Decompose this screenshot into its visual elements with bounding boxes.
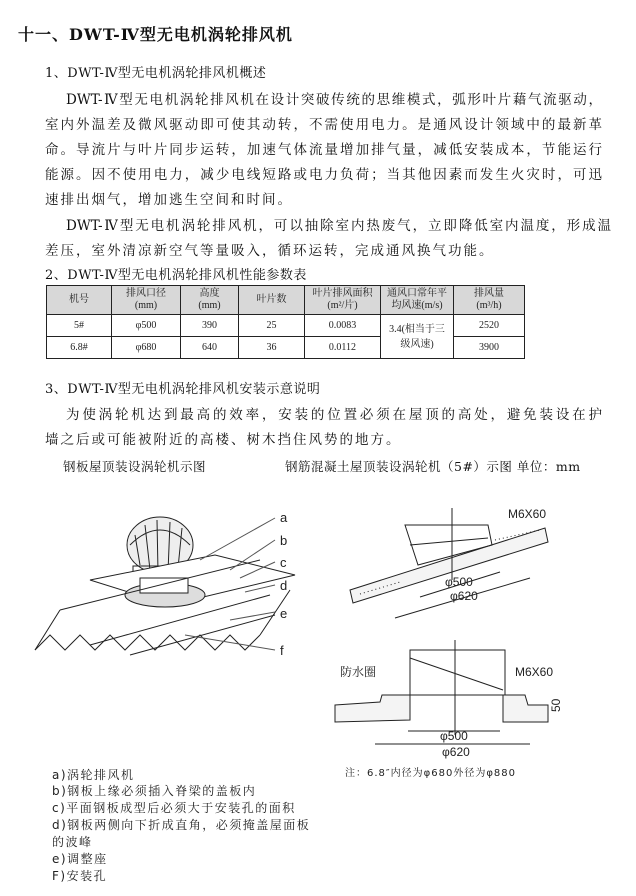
- section1-heading: 1、DWT-Ⅳ型无电机涡轮排风机概述: [45, 66, 267, 81]
- col-header: 通风口常年平 均风速(m/s): [381, 286, 454, 315]
- label-a: a: [280, 510, 288, 525]
- dim-620-bottom: φ620: [442, 745, 470, 759]
- table-header-row: [47, 286, 525, 315]
- concrete-roof-diagram: [320, 490, 620, 760]
- label-c: c: [280, 555, 287, 570]
- label-e: e: [280, 606, 288, 621]
- para-line: 为使涡轮机达到最高的效率，安装的位置必须在屋顶的高处，避免装设在护: [66, 407, 602, 423]
- col-header: 排风口径 (mm): [112, 286, 181, 315]
- para-line: 命。导流片与叶片同步运转，加速气体流量增加排气量，减低安装成本，节能运行: [45, 142, 602, 158]
- dim-620-top: φ620: [450, 589, 478, 603]
- table-row: 6.8# φ680 640 36 0.0112 3900: [47, 337, 525, 359]
- caption-left: 钢板屋顶装设涡轮机示图: [63, 459, 207, 474]
- col-header: 排风量 (m³/h): [454, 286, 525, 315]
- legend-item: F)安装孔: [52, 869, 108, 883]
- col-header: 高度 (mm): [181, 286, 239, 315]
- page-title: 十一、DWT-Ⅳ型无电机涡轮排风机: [18, 25, 293, 44]
- col-header: 叶片排风面积 (m²/片): [305, 286, 381, 315]
- para-line: 墙之后或可能被附近的高楼、树木挡住风势的地方。: [45, 432, 402, 448]
- col-header: 机号: [47, 286, 112, 315]
- waterproof-ring-label: 防水圈: [340, 665, 377, 679]
- steel-roof-diagram: [30, 500, 320, 685]
- para-line: DWT-Ⅳ型无电机涡轮排风机在设计突破传统的思维模式，弧形叶片藉气流驱动，: [66, 92, 602, 108]
- legend-item: c)平面钢板成型后必须大于安装孔的面积: [52, 801, 296, 815]
- dim-500-bottom: φ500: [440, 729, 468, 743]
- bolt-label-bottom: M6X60: [515, 665, 554, 679]
- table-row: 5# φ500 390 25 0.0083 3.4(相当于三级风速) 2520: [47, 315, 525, 337]
- label-f: f: [280, 643, 284, 658]
- section3-heading: 3、DWT-Ⅳ型无电机涡轮排风机安装示意说明: [45, 382, 321, 397]
- bolt-label-top: M6X60: [508, 507, 547, 521]
- legend-item: d)钢板两侧向下折成直角，必须掩盖屋面板: [52, 818, 311, 832]
- dim-500-top: φ500: [445, 575, 473, 589]
- spec-table: [46, 285, 525, 359]
- legend-item: a)涡轮排风机: [52, 768, 135, 782]
- caption-right: 钢筋混凝土屋顶装设涡轮机（5#）示图 单位：mm: [285, 459, 581, 474]
- para-line: 速排出烟气，增加逃生空间和时间。: [45, 192, 293, 208]
- legend-item: b)钢板上缘必须插入脊梁的盖板内: [52, 784, 257, 798]
- dim-50: 50: [549, 698, 563, 712]
- legend-item: 的波峰: [52, 835, 93, 849]
- label-b: b: [280, 533, 288, 548]
- legend-item: e)调整座: [52, 852, 108, 866]
- note: 注：6.8″内径为φ680外径为φ880: [345, 768, 517, 779]
- para-line: 能源。因不使用电力，减少电线短路或电力负荷；当其他因素而发生火灾时，可迅: [45, 167, 602, 183]
- para-line: DWT-Ⅳ型无电机涡轮排风机，可以抽除室内热废气，立即降低室内温度，形成温: [66, 218, 611, 234]
- para-line: 室内外温差及微风驱动即可使其动转，不需使用电力。是通风设计领域中的最新革: [45, 117, 602, 133]
- label-d: d: [280, 578, 288, 593]
- section2-heading: 2、DWT-Ⅳ型无电机涡轮排风机性能参数表: [45, 268, 307, 283]
- para-line: 差压，室外清凉新空气等量吸入，循环运转，完成通风换气功能。: [45, 243, 495, 259]
- col-header: 叶片数: [239, 286, 305, 315]
